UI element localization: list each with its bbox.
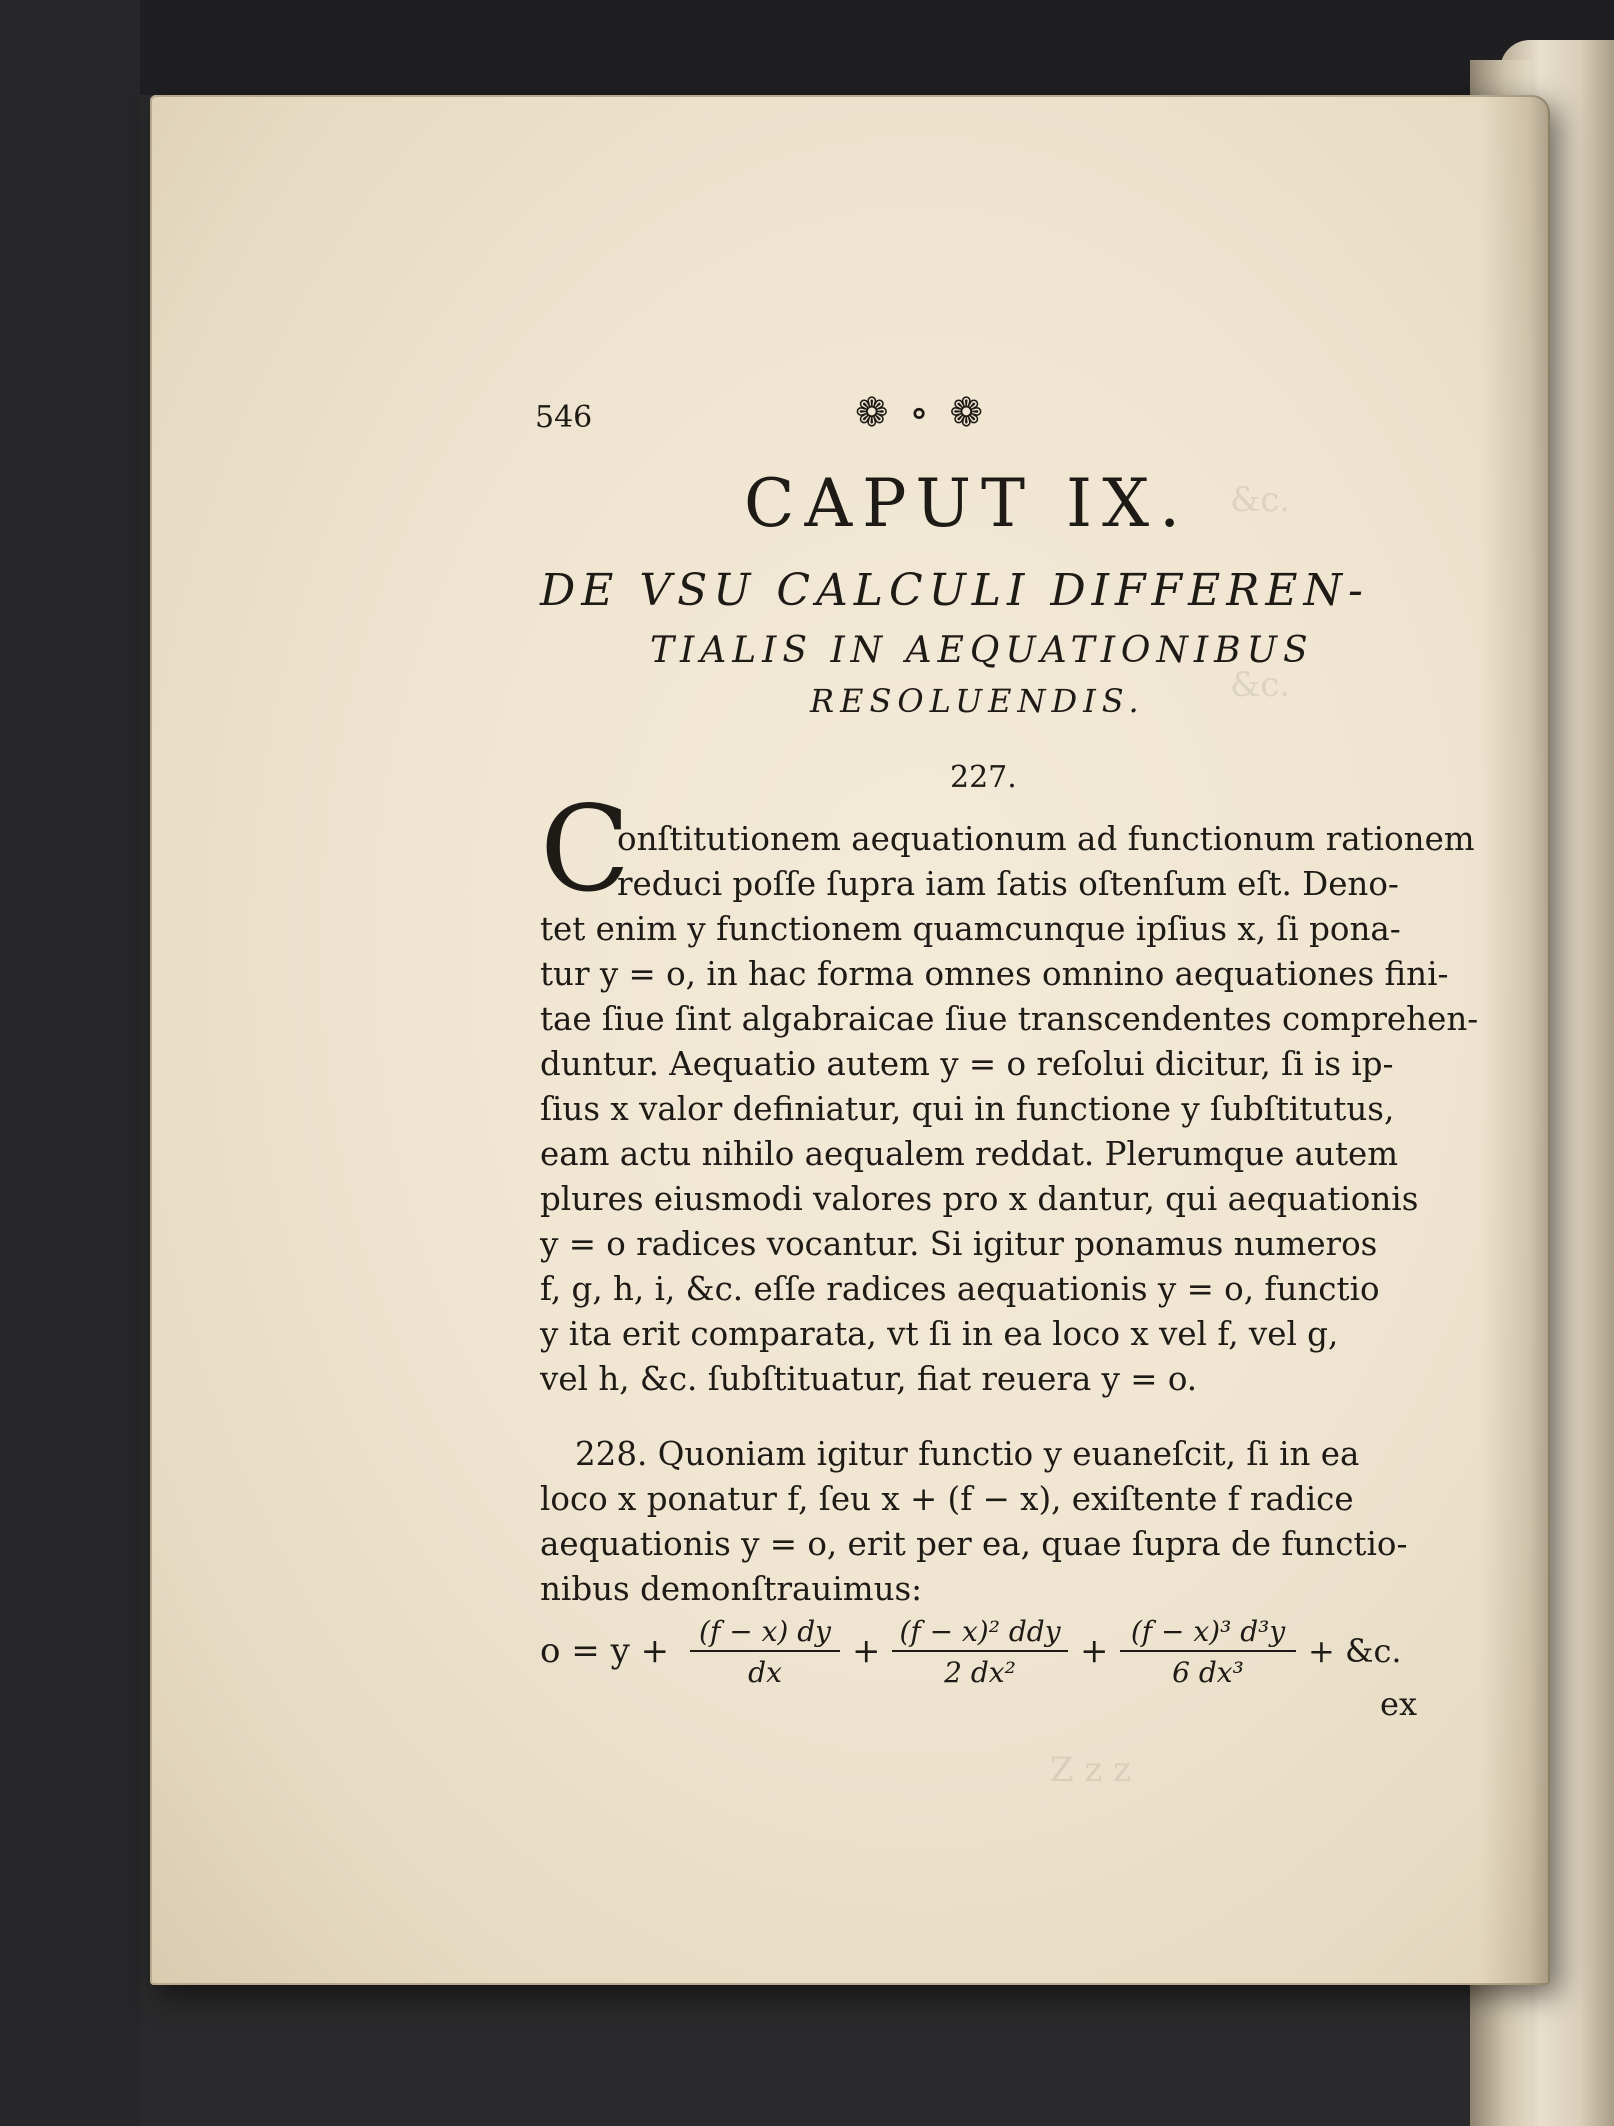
catchword: ex — [1380, 1685, 1417, 1723]
page-number: 546 — [535, 400, 593, 435]
text-line: plures eiusmodi valores pro x dantur, qui aequationis — [540, 1180, 1419, 1218]
text-line: nibus demonſtrauimus: — [540, 1570, 923, 1608]
backdrop — [0, 0, 1614, 95]
bleed-through: Z z z — [1050, 1750, 1132, 1790]
text-line: eam actu nihilo aequalem reddat. Plerumque autem — [540, 1135, 1399, 1173]
formula-term2-numerator: (f − x)² ddy — [899, 1615, 1061, 1648]
text-line: aequationis y = o, erit per ea, quae ſupra de functio- — [540, 1525, 1408, 1563]
formula-term3-denominator: 6 dx³ — [1172, 1656, 1244, 1689]
formula-lead: o = y + — [540, 1631, 670, 1671]
bleed-through: &c. — [1230, 480, 1291, 520]
chapter-title: CAPUT IX. — [744, 465, 1191, 542]
text-line: loco x ponatur f, ſeu x + (f − x), exiſtente f radice — [540, 1480, 1354, 1518]
taylor-formula — [540, 1605, 1420, 1704]
ornament: ❁ ∘ ❁ — [855, 390, 988, 436]
text-line: ſius x valor definiatur, qui in functione y ſubſtitutus, — [540, 1090, 1395, 1128]
section-number: 227. — [950, 760, 1017, 795]
formula-term2-denominator: 2 dx² — [944, 1656, 1016, 1689]
text-line: vel h, &c. ſubſtituatur, fiat reuera y = o. — [540, 1360, 1198, 1398]
formula-plus: + — [1080, 1631, 1109, 1671]
text-line: duntur. Aequatio autem y = o reſolui dicitur, ſi is ip- — [540, 1045, 1394, 1083]
text-line: y ita erit comparata, vt ſi in ea loco x vel f, vel g, — [540, 1315, 1339, 1353]
backdrop-left — [0, 0, 140, 2126]
chapter-subtitle-line: RESOLUENDIS. — [810, 682, 1145, 720]
text-line: tae ſiue ſint algabraicae ſiue transcendentes comprehen- — [540, 1000, 1479, 1038]
text-line: 228. Quoniam igitur functio y euaneſcit, ſi in ea — [575, 1435, 1360, 1473]
formula-plus: + — [852, 1631, 881, 1671]
formula-term1-denominator: dx — [748, 1656, 782, 1689]
bleed-through: &c. — [1230, 665, 1291, 705]
text-line: f, g, h, i, &c. eſſe radices aequationis y = o, functio — [540, 1270, 1380, 1308]
text-line: tur y = o, in hac forma omnes omnino aequationes fini- — [540, 955, 1449, 993]
text-line: y = o radices vocantur. Si igitur ponamus numeros — [540, 1225, 1378, 1263]
formula-graphic — [540, 1605, 1420, 1695]
text-line: onſtitutionem aequationum ad functionum rationem — [617, 820, 1475, 858]
text-line: tet enim y functionem quamcunque ipſius x, ſi pona- — [540, 910, 1401, 948]
text-line: reduci poſſe ſupra iam ſatis oſtenſum eſt. Deno- — [617, 865, 1399, 903]
chapter-subtitle-line: DE VSU CALCULI DIFFEREN- — [540, 565, 1369, 616]
formula-term1-numerator: (f − x) dy — [699, 1615, 831, 1648]
page-gutter-shadow — [1480, 95, 1550, 1985]
formula-tail: + &c. — [1308, 1632, 1402, 1670]
formula-term3-numerator: (f − x)³ d³y — [1130, 1615, 1286, 1648]
drop-cap: C — [540, 780, 631, 918]
chapter-subtitle-line: TIALIS IN AEQUATIONIBUS — [650, 630, 1314, 671]
